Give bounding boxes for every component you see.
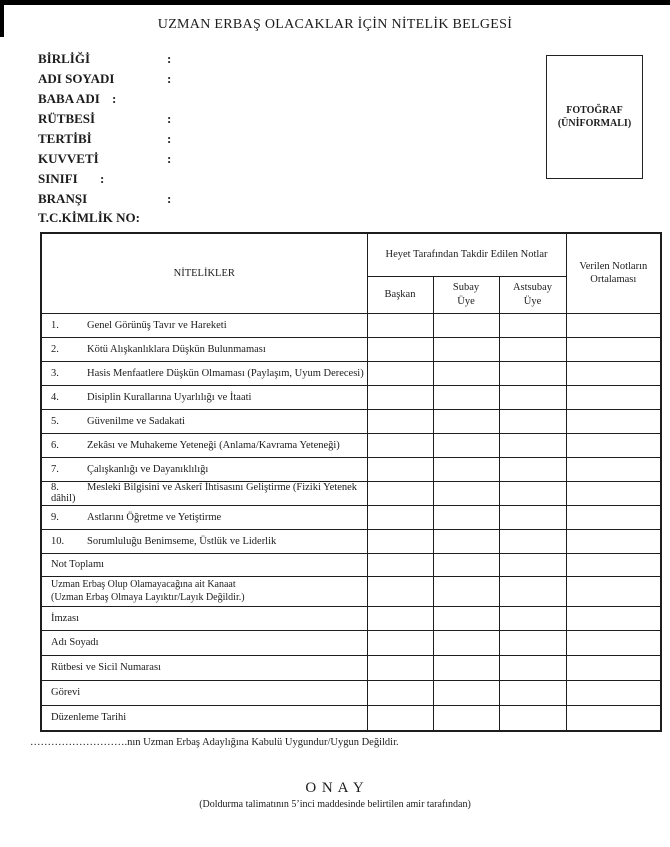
table-row xyxy=(41,361,661,385)
score-cell-baskan xyxy=(367,409,433,433)
acceptance-statement: ……………………….nın Uzman Erbaş Adaylığına Kabulü Uygundur/Uygun Değildir. xyxy=(30,737,399,748)
score-cell-baskan xyxy=(367,576,433,606)
quality-label: Çalışkanlığı ve Dayanıklılığı xyxy=(87,463,209,475)
score-cell-baskan xyxy=(367,529,433,553)
score-cell-subay xyxy=(433,529,499,553)
score-cell-subay xyxy=(433,433,499,457)
score-cell-subay xyxy=(433,630,499,655)
score-cell-baskan xyxy=(367,606,433,630)
score-cell-baskan xyxy=(367,553,433,576)
row-number: 2. xyxy=(51,343,59,355)
field-bransi xyxy=(38,189,171,209)
average-cell xyxy=(566,630,661,655)
astsubay-label-line2: Üye xyxy=(523,295,542,307)
average-cell xyxy=(566,655,661,680)
field-label: BİRLİĞİ xyxy=(38,51,91,66)
field-label: RÜTBESİ xyxy=(38,111,96,126)
average-cell xyxy=(566,553,661,576)
document-title: UZMAN ERBAŞ OLACAKLAR İÇİN NİTELİK BELGESİ xyxy=(157,17,513,32)
score-cell-astsubay xyxy=(499,433,566,457)
field-label: TERTİBİ xyxy=(38,131,92,146)
table-row-kanaat xyxy=(41,576,661,606)
score-cell-astsubay xyxy=(499,505,566,529)
row-number: 7. xyxy=(51,463,59,475)
field-rutbesi xyxy=(38,109,171,129)
header-fields xyxy=(38,49,171,226)
approval-title: O N A Y xyxy=(305,780,365,796)
field-colon: : xyxy=(100,171,105,186)
score-cell-astsubay xyxy=(499,409,566,433)
average-cell xyxy=(566,337,661,361)
quality-label: Mesleki Bilgisini ve Askerî İhtisasını Geliştirme (Fiziki Yetenek dâhil) xyxy=(51,482,358,504)
score-cell-astsubay xyxy=(499,705,566,731)
score-cell-astsubay xyxy=(499,553,566,576)
average-cell xyxy=(566,481,661,505)
average-cell xyxy=(566,576,661,606)
kanaat-line1: Uzman Erbaş Olup Olamayacağına ait Kanaat xyxy=(51,578,236,590)
row-number: 4. xyxy=(51,391,59,403)
score-cell-baskan xyxy=(367,505,433,529)
average-cell xyxy=(566,505,661,529)
score-cell-subay xyxy=(433,481,499,505)
field-colon: : xyxy=(135,209,140,225)
field-colon: : xyxy=(167,191,172,206)
field-colon: : xyxy=(167,151,172,166)
table-row xyxy=(41,505,661,529)
score-cell-astsubay xyxy=(499,457,566,481)
score-cell-subay xyxy=(433,680,499,705)
column-header-qualities: NİTELİKLER xyxy=(41,233,367,313)
table-row-imzasi xyxy=(41,606,661,630)
average-cell xyxy=(566,385,661,409)
field-colon: : xyxy=(167,71,172,86)
table-row xyxy=(41,433,661,457)
score-cell-subay xyxy=(433,576,499,606)
field-label: T.C.KİMLİK NO xyxy=(38,209,136,225)
column-header-average xyxy=(566,233,661,313)
score-cell-subay xyxy=(433,313,499,337)
field-label: BABA ADI xyxy=(38,91,100,106)
average-cell xyxy=(566,680,661,705)
quality-label: Kötü Alışkanlıklara Düşkün Bulunmaması xyxy=(87,343,266,355)
column-header-astsubay xyxy=(499,276,566,313)
average-cell xyxy=(566,457,661,481)
score-cell-subay xyxy=(433,385,499,409)
table-row xyxy=(41,409,661,433)
subay-label-line1: Subay xyxy=(452,282,480,294)
table-row-not-toplami xyxy=(41,553,661,576)
table-row xyxy=(41,529,661,553)
photo-label-line2: (ÜNİFORMALI) xyxy=(557,118,632,129)
row-number: 9. xyxy=(51,511,59,523)
average-cell xyxy=(566,606,661,630)
score-cell-baskan xyxy=(367,705,433,731)
row-label: İmzası xyxy=(41,606,367,630)
field-birligi xyxy=(38,49,171,69)
score-cell-astsubay xyxy=(499,630,566,655)
table-row xyxy=(41,481,661,505)
row-number: 1. xyxy=(51,319,59,331)
field-label: SINIFI xyxy=(38,171,78,186)
field-colon: : xyxy=(167,51,172,66)
approval-subtitle: (Doldurma talimatının 5’inci maddesinde belirtilen amir tarafından) xyxy=(199,799,471,810)
average-cell xyxy=(566,705,661,731)
row-label xyxy=(41,576,367,606)
field-sinifi xyxy=(38,169,171,189)
average-label-line2: Ortalaması xyxy=(590,274,637,286)
average-cell xyxy=(566,409,661,433)
row-number: 10. xyxy=(51,535,65,547)
score-cell-astsubay xyxy=(499,606,566,630)
score-cell-baskan xyxy=(367,361,433,385)
score-cell-subay xyxy=(433,655,499,680)
average-cell xyxy=(566,361,661,385)
column-header-group: Heyet Tarafından Takdir Edilen Notlar xyxy=(367,233,566,276)
score-cell-subay xyxy=(433,409,499,433)
field-adi-soyadi xyxy=(38,69,171,89)
score-cell-astsubay xyxy=(499,655,566,680)
quality-label: Zekâsı ve Muhakeme Yeteneği (Anlama/Kavrama Yeteneği) xyxy=(87,439,340,451)
score-cell-baskan xyxy=(367,680,433,705)
score-cell-astsubay xyxy=(499,481,566,505)
row-number: 5. xyxy=(51,415,59,427)
score-cell-astsubay xyxy=(499,680,566,705)
table-row-adi-soyadi xyxy=(41,630,661,655)
row-number: 6. xyxy=(51,439,59,451)
field-baba-adi xyxy=(38,89,171,109)
score-cell-subay xyxy=(433,361,499,385)
score-cell-astsubay xyxy=(499,337,566,361)
field-label: ADI SOYADI xyxy=(38,71,115,86)
field-tertibi xyxy=(38,129,171,149)
field-colon: : xyxy=(167,131,172,146)
quality-label: Sorumluluğu Benimseme, Üstlük ve Liderlik xyxy=(87,535,277,547)
score-cell-baskan xyxy=(367,337,433,361)
average-cell xyxy=(566,433,661,457)
field-tc-kimlik-no xyxy=(38,209,171,226)
table-row-duzenleme-tarihi xyxy=(41,705,661,731)
score-cell-astsubay xyxy=(499,576,566,606)
table-row xyxy=(41,457,661,481)
row-label: Düzenleme Tarihi xyxy=(41,705,367,731)
score-cell-subay xyxy=(433,606,499,630)
score-cell-baskan xyxy=(367,481,433,505)
subay-label-line2: Üye xyxy=(457,295,475,307)
score-cell-astsubay xyxy=(499,361,566,385)
average-label-line1: Verilen Notların xyxy=(579,261,648,273)
column-header-baskan: Başkan xyxy=(367,276,433,313)
quality-label: Astlarını Öğretme ve Yetiştirme xyxy=(87,511,222,523)
score-cell-baskan xyxy=(367,655,433,680)
score-cell-astsubay xyxy=(499,313,566,337)
average-cell xyxy=(566,529,661,553)
row-label: Görevi xyxy=(41,680,367,705)
scan-artifact-top-edge xyxy=(0,0,670,5)
field-colon: : xyxy=(112,91,117,106)
score-cell-subay xyxy=(433,457,499,481)
table-row-rutbesi-sicil xyxy=(41,655,661,680)
photo-placeholder-box xyxy=(546,55,643,179)
field-kuvveti xyxy=(38,149,171,169)
row-number: 8. xyxy=(51,482,59,493)
table-row-gorevi xyxy=(41,680,661,705)
score-cell-astsubay xyxy=(499,529,566,553)
score-cell-baskan xyxy=(367,385,433,409)
score-cell-subay xyxy=(433,705,499,731)
quality-label: Disiplin Kurallarına Uyarlılığı ve İtaati xyxy=(87,391,252,403)
score-cell-baskan xyxy=(367,313,433,337)
quality-label: Güvenilme ve Sadakati xyxy=(87,415,185,427)
evaluation-table xyxy=(40,232,662,732)
table-row xyxy=(41,313,661,337)
score-cell-baskan xyxy=(367,457,433,481)
astsubay-label-line1: Astsubay xyxy=(512,282,553,294)
kanaat-line2: (Uzman Erbaş Olmaya Layıktır/Layık Değildir.) xyxy=(51,592,245,603)
table-row xyxy=(41,385,661,409)
field-label: KUVVETİ xyxy=(38,151,99,166)
score-cell-subay xyxy=(433,553,499,576)
table-row xyxy=(41,337,661,361)
row-label: Rütbesi ve Sicil Numarası xyxy=(41,655,367,680)
field-label: BRANŞI xyxy=(38,191,88,206)
row-label: Adı Soyadı xyxy=(41,630,367,655)
average-cell xyxy=(566,313,661,337)
quality-label: Genel Görünüş Tavır ve Hareketi xyxy=(87,319,227,331)
score-cell-astsubay xyxy=(499,385,566,409)
score-cell-baskan xyxy=(367,433,433,457)
field-colon: : xyxy=(167,111,172,126)
quality-label: Hasis Menfaatlere Düşkün Olmaması (Paylaşım, Uyum Derecesi) xyxy=(87,367,364,379)
column-header-subay xyxy=(433,276,499,313)
score-cell-subay xyxy=(433,337,499,361)
score-cell-subay xyxy=(433,505,499,529)
score-cell-baskan xyxy=(367,630,433,655)
row-label: Not Toplamı xyxy=(41,553,367,576)
row-number: 3. xyxy=(51,367,59,379)
photo-label-line1: FOTOĞRAF xyxy=(566,105,623,116)
